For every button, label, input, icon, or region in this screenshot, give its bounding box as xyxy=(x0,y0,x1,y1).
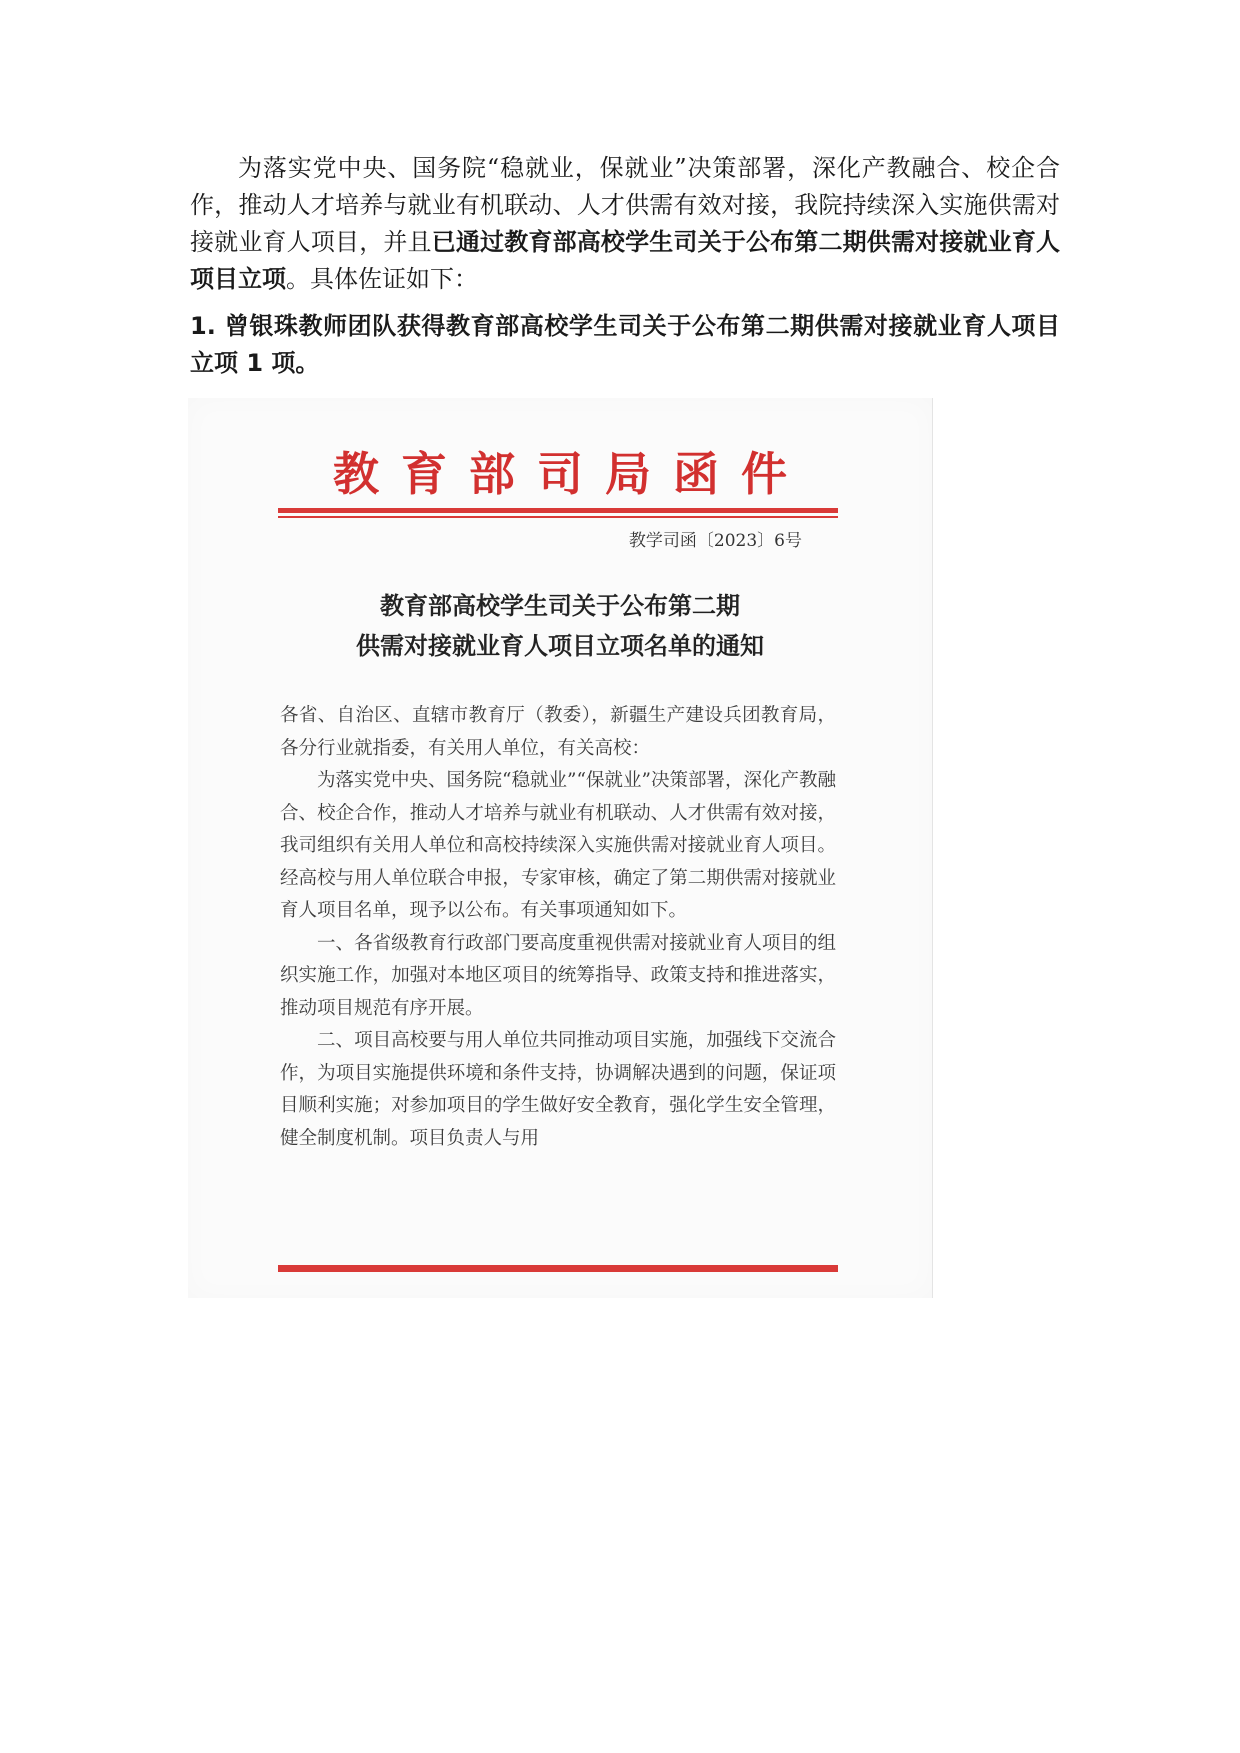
intro-text-before: 为落实党中央、国务院“稳就业，保就业”决策部署，深化产教融合、校企合作，推动人才培养与就业有机联动、人才供需有效对接，我院持续深入实施供需对接就业育人项目，并且 xyxy=(190,154,1060,256)
document-body xyxy=(280,700,836,1155)
footer-red-rule xyxy=(278,1262,838,1272)
letterhead-title: 教育部司局函件 xyxy=(333,447,809,501)
addressee: 各省、自治区、直辖市教育厅（教委），新疆生产建设兵团教育局，各分行业就指委，有关用人单位，有关高校： xyxy=(280,705,836,759)
document-title-line-1: 教育部高校学生司关于公布第二期 xyxy=(380,591,740,620)
body-paragraph-1: 为落实党中央、国务院“稳就业”“保就业”决策部署，深化产教融合、校企合作，推动人才培养与就业有机联动、人才供需有效对接，我司组织有关用人单位和高校持续深入实施供需对接就业育人项目。经高校与用人单位联合申报，专家审核，确定了第二期供需对接就业育人项目名单，现予以公布。有关事项通知如下。 xyxy=(280,770,836,921)
item-1-heading: 1. 曾银珠教师团队获得教育部高校学生司关于公布第二期供需对接就业育人项目立项 1 项。 xyxy=(190,312,1060,377)
body-paragraph-2: 一、各省级教育行政部门要高度重视供需对接就业育人项目的组织实施工作，加强对本地区项目的统筹指导、政策支持和推进落实，推动项目规范有序开展。 xyxy=(280,932,836,1019)
intro-text-bold: 已通过教育部高校学生司关于公布第二期供需对接就业育人项目立项 xyxy=(190,228,1061,293)
intro-paragraph xyxy=(190,150,1060,298)
scanned-document xyxy=(188,398,933,1298)
page-text xyxy=(190,150,1060,382)
document-number: 教学司函〔2023〕6号 xyxy=(628,531,802,551)
document-title xyxy=(188,586,932,666)
intro-text-after: 。具体佐证如下： xyxy=(286,265,478,293)
letterhead-red-rule xyxy=(278,508,838,518)
body-paragraph-3: 二、项目高校要与用人单位共同推动项目实施，加强线下交流合作，为项目实施提供环境和条件支持，协调解决遇到的问题，保证项目顺利实施；对参加项目的学生做好安全教育，强化学生安全管理，健全制度机制。项目负责人与用 xyxy=(280,1030,836,1149)
document-title-line-2: 供需对接就业育人项目立项名单的通知 xyxy=(356,631,764,660)
